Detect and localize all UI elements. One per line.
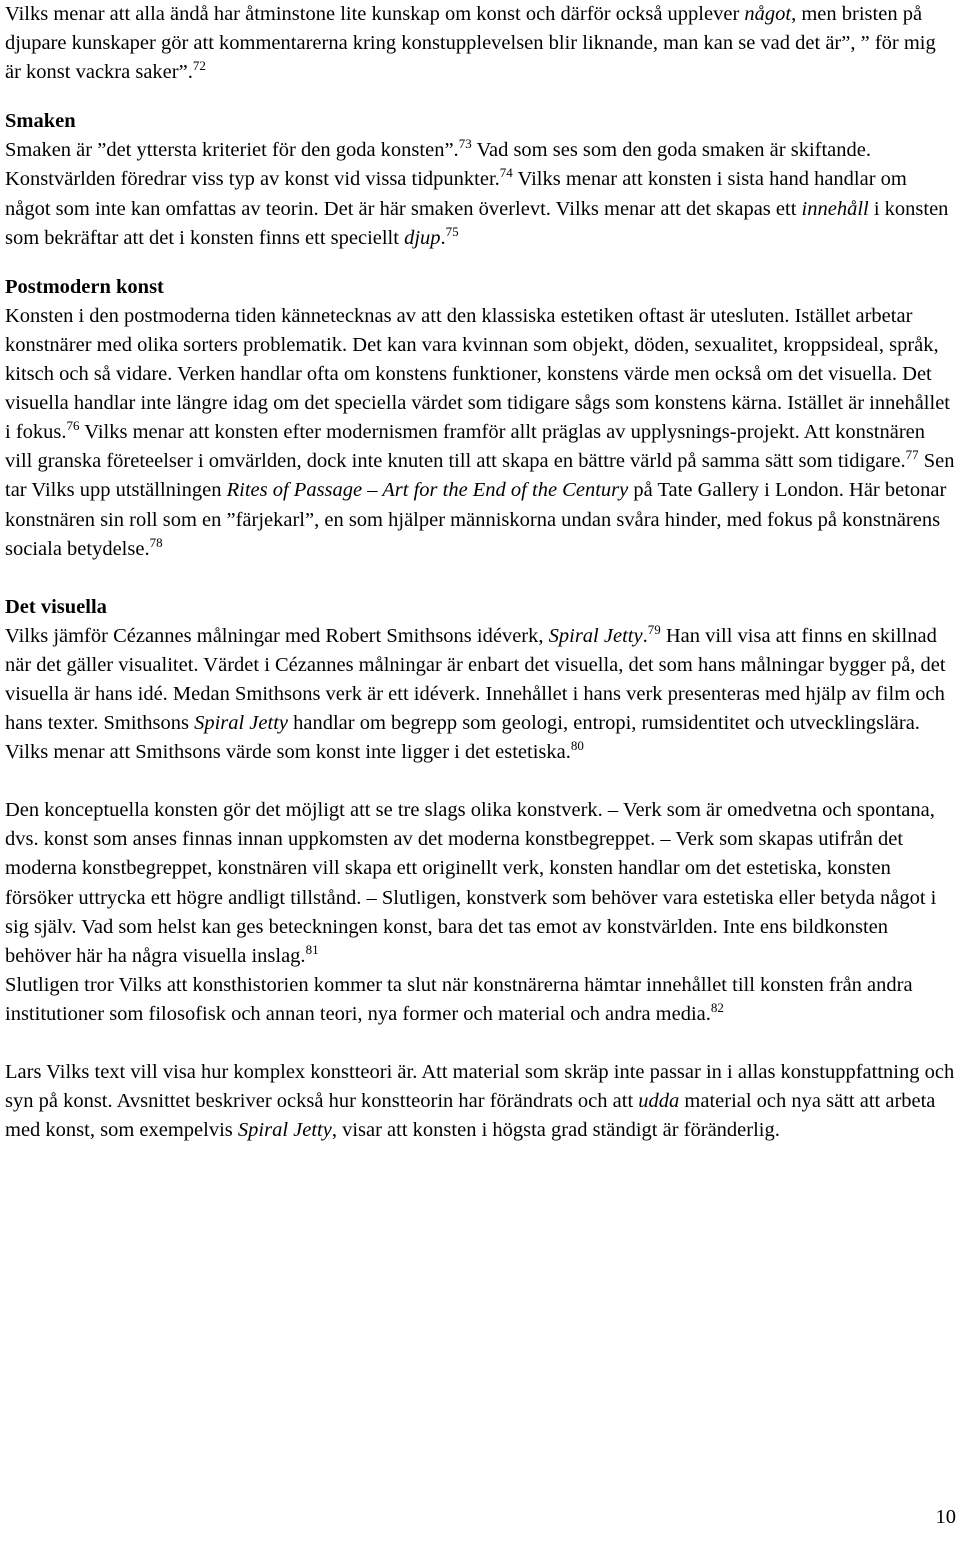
heading-smaken: Smaken [5, 110, 76, 133]
page-number: 10 [935, 1506, 956, 1528]
paragraph-intro [5, 0, 955, 87]
text: Han vill visa att finns en skillnad när det gäller visualitet. Värdet i Cézannes målningar är enbart det visuella, det som hans målningar bygger på, det visuella är hans idé. Medan Smithsons verk är ett idéverk. Innehållet i hans verk presenteras med hjälp av film och hans texter. Smithsons [5, 624, 946, 735]
text: i konsten som bekräftar att det i konsten finns ett speciellt [5, 197, 949, 249]
emphasis: Spiral Jetty [237, 1119, 332, 1142]
paragraph-conclusion [5, 1058, 955, 1145]
document-body [5, 0, 955, 1145]
emphasis: Rites of Passage – Art for the End of the Century [226, 479, 629, 502]
text: Vad som ses som den goda smaken är skiftande. Konstvärlden föredrar viss typ av konst vid vissa tidpunkter. [5, 139, 871, 191]
emphasis: Spiral Jetty [194, 712, 288, 735]
footnote-ref[interactable]: 78 [149, 534, 163, 550]
text: Konsten i den postmoderna tiden kännetecknas av att den klassiska estetiken oftast är utesluten. Istället arbetar konstnärer med olika sorters problematik. Det kan vara kvinnan som objekt, döden, sexualitet, kroppsideal, språk, kitsch och så vidare. Verken handlar ofta om konstens funktioner, konstens värde men också om det visuella. Det visuella handlar inte längre idag om det speciella värdet som tidigare sågs som konstens kärna. Istället är innehållet i fokus. [5, 304, 950, 444]
footnote-ref[interactable]: 80 [570, 738, 584, 754]
footnote-ref[interactable]: 79 [647, 621, 661, 637]
paragraph-postmodern [5, 302, 955, 564]
footnote-ref[interactable]: 73 [458, 136, 472, 152]
footnote-ref[interactable]: 74 [499, 165, 513, 181]
footnote-ref[interactable]: 81 [305, 941, 319, 957]
footnote-ref[interactable]: 77 [905, 447, 919, 463]
paragraph-konceptuella [5, 796, 955, 971]
footnote-ref[interactable]: 82 [710, 999, 724, 1015]
text: , visar att konsten i högsta grad ständigt är föränderlig. [331, 1119, 780, 1142]
text: Lars Vilks text vill visa hur komplex konstteori är. Att material som skräp inte passar in i allas konstuppfattning och syn på konst. Avsnittet beskriver också hur konstteorin har förändrats och att [5, 1061, 955, 1113]
heading-visuella: Det visuella [5, 595, 107, 618]
text: Slutligen tror Vilks att konsthistorien kommer ta slut när konstnärerna hämtar innehållet till konsten från andra institutioner som filosofisk och annan teori, nya former och material och andra media. [5, 973, 913, 1025]
emphasis: udda [638, 1090, 680, 1113]
text: handlar om begrepp som geologi, entropi, rumsidentitet och utvecklingslära. Vilks menar att Smithsons värde som konst inte ligger i det estetiska. [5, 712, 920, 764]
text: material och nya sätt att arbeta med konst, som exempelvis [5, 1090, 936, 1142]
text: på Tate Gallery i London. Här betonar konstnären sin roll som en ”färjekarl”, en som hjälper människorna undan svåra hinder, med fokus på konstnärens sociala betydelse. [5, 479, 947, 560]
paragraph-visuella [5, 622, 955, 767]
text: Vilks menar att konsten efter modernismen framför allt präglas av upplysnings-projekt. Att konstnären vill granska företeelser i omvärlden, dock inte knuten till att skapa en bättre värld på samma sätt som tidigare. [5, 421, 926, 473]
text: . [440, 226, 446, 249]
emphasis: något [744, 3, 792, 25]
emphasis: innehåll [801, 197, 869, 220]
emphasis: djup [404, 226, 441, 249]
footnote-ref[interactable]: 75 [445, 223, 459, 239]
text: Smaken är ”det yttersta kriteriet för den goda konsten”. [5, 139, 459, 162]
paragraph-smaken [5, 136, 955, 252]
footnote-ref[interactable]: 76 [66, 418, 80, 434]
text: , men bristen på djupare kunskaper gör att kommentarerna kring konstupplevelsen blir liknande, man kan se vad det är”, ” för mig är konst vackra saker”. [5, 3, 936, 84]
text: Sen tar Vilks upp utställningen [5, 450, 955, 502]
emphasis: Spiral Jetty [548, 624, 643, 647]
paragraph-slutligen [5, 971, 955, 1029]
text: Vilks menar att alla ändå har åtminstone lite kunskap om konst och därför också upplever [5, 3, 745, 25]
text: Den konceptuella konsten gör det möjligt att se tre slags olika konstverk. – Verk som är omedvetna och spontana, dvs. konst som anses finnas innan uppkomsten av det moderna konstbegreppet. – Verk som skapas utifrån det moderna konstbegreppet, konstnären vill skapa ett originellt verk, konsten handlar om det estetiska, konsten försöker uttrycka ett högre andligt tillstånd. – Slutligen, konstverk som behöver vara estetiska eller betyda något i sig själv. Vad som helst kan ges beteckningen konst, bara det tas emot av konstvärlden. Inte ens bildkonsten behöver här ha några visuella inslag. [5, 799, 937, 967]
text: . [642, 624, 648, 647]
text: Vilks menar att konsten i sista hand handlar om något som inte kan omfattas av teorin. Det är här smaken överlevt. Vilks menar att det skapas ett [5, 168, 907, 220]
heading-postmodern: Postmodern konst [5, 275, 164, 298]
footnote-ref[interactable]: 72 [192, 58, 206, 74]
text: Vilks jämför Cézannes målningar med Robert Smithsons idéverk, [5, 624, 549, 647]
